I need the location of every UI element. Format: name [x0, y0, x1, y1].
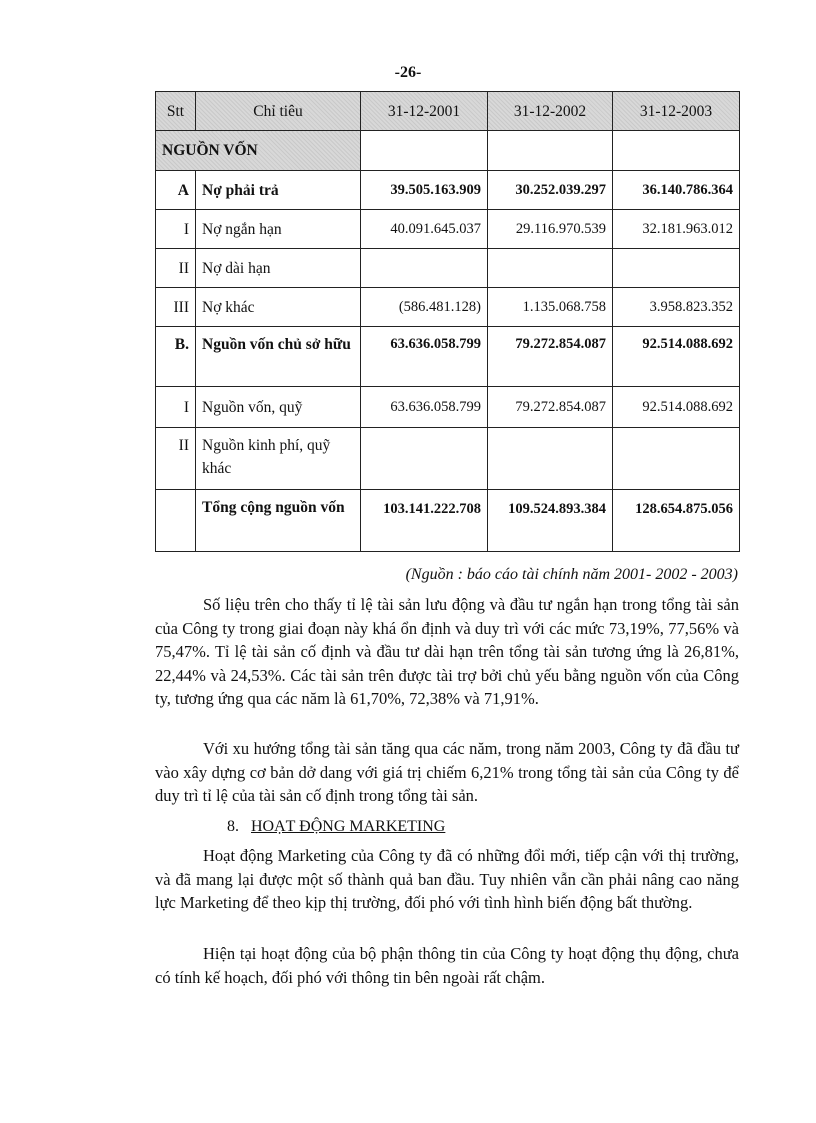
row-stt: B.	[156, 327, 196, 387]
row-value-2003	[613, 428, 740, 490]
row-stt: II	[156, 428, 196, 490]
paragraph-2: Với xu hướng tổng tài sản tăng qua các năm, trong năm 2003, Công ty đã đầu tư vào xây dựng cơ bản dở dang với giá trị chiếm 6,21% trong tổng tài sản của Công ty để duy trì tỉ lệ của tài sản cố định trong tổng tài sản.	[155, 739, 739, 806]
section-heading	[227, 818, 445, 836]
row-stt: A	[156, 171, 196, 210]
table-row	[156, 171, 740, 210]
table-row	[156, 327, 740, 387]
row-value-2003: 36.140.786.364	[613, 171, 740, 210]
row-name: Nợ phải trả	[196, 171, 361, 210]
row-value-2003: 92.514.088.692	[613, 327, 740, 387]
row-stt: III	[156, 288, 196, 327]
paragraph-3: Hoạt động Marketing của Công ty đã có những đổi mới, tiếp cận với thị trường, và đã mang lại được một số thành quả ban đầu. Tuy nhiên vẫn cần phải nâng cao năng lực Marketing để theo kịp thị trường, đối phó với tình hình biến động bất thường.	[155, 846, 739, 913]
table-row-total	[156, 490, 740, 552]
header-stt: Stt	[156, 92, 196, 131]
row-name: Nguồn vốn chủ sở hữu	[196, 327, 361, 387]
table-row	[156, 210, 740, 249]
row-value-2001: 40.091.645.037	[361, 210, 488, 249]
row-value-2001: 39.505.163.909	[361, 171, 488, 210]
row-value-2001	[361, 249, 488, 288]
row-stt: II	[156, 249, 196, 288]
row-value-2002: 1.135.068.758	[488, 288, 613, 327]
section-heading-text: HOẠT ĐỘNG MARKETING	[251, 818, 446, 835]
row-value-2003: 32.181.963.012	[613, 210, 740, 249]
table-row	[156, 428, 740, 490]
row-value-2002: 29.116.970.539	[488, 210, 613, 249]
row-value-2002	[488, 249, 613, 288]
row-stt	[156, 490, 196, 552]
row-name: Nguồn vốn, quỹ	[196, 387, 361, 428]
row-value-2002	[488, 428, 613, 490]
row-name: Nợ dài hạn	[196, 249, 361, 288]
table-row	[156, 288, 740, 327]
row-value-2003: 92.514.088.692	[613, 387, 740, 428]
table-row	[156, 387, 740, 428]
row-value-2003: 3.958.823.352	[613, 288, 740, 327]
row-value-2001: 63.636.058.799	[361, 327, 488, 387]
section-heading-number: 8.	[227, 818, 239, 835]
row-value-2001: 103.141.222.708	[361, 490, 488, 552]
page-number: -26-	[394, 64, 422, 81]
row-value-2001: (586.481.128)	[361, 288, 488, 327]
row-value-2001	[361, 428, 488, 490]
paragraph-4: Hiện tại hoạt động của bộ phận thông tin của Công ty hoạt động thụ động, chưa có tính kế hoạch, đối phó với thông tin bên ngoài rất chậm.	[155, 944, 739, 987]
section-title: NGUỒN VỐN	[156, 131, 361, 171]
header-2002: 31-12-2002	[488, 92, 613, 131]
section-row	[156, 131, 740, 171]
row-value-2002: 79.272.854.087	[488, 387, 613, 428]
table-header-row	[156, 92, 740, 131]
row-stt: I	[156, 210, 196, 249]
row-stt: I	[156, 387, 196, 428]
row-value-2002: 109.524.893.384	[488, 490, 613, 552]
row-name: Nguồn kinh phí, quỹ khác	[196, 428, 361, 490]
row-value-2002: 79.272.854.087	[488, 327, 613, 387]
capital-sources-table	[155, 91, 740, 552]
header-2001: 31-12-2001	[361, 92, 488, 131]
source-note: (Nguồn : báo cáo tài chính năm 2001- 2002 - 2003)	[405, 566, 738, 583]
header-indicator: Chỉ tiêu	[196, 92, 361, 131]
row-name: Tổng cộng nguồn vốn	[196, 490, 361, 552]
row-value-2003: 128.654.875.056	[613, 490, 740, 552]
row-value-2003	[613, 249, 740, 288]
header-2003: 31-12-2003	[613, 92, 740, 131]
paragraph-1: Số liệu trên cho thấy tỉ lệ tài sản lưu động và đầu tư ngắn hạn trong tổng tài sản của Công ty trong giai đoạn này khá ổn định và duy trì với các mức 73,19%, 77,56% và 75,47%. Tỉ lệ tài sản cố định và đầu tư dài hạn trên tổng tài sản tương ứng là 26,81%, 22,44% và 24,53%. Các tài sản trên được tài trợ bởi chủ yếu bằng nguồn vốn của Công ty, tương ứng qua các năm là 61,70%, 72,38% và 71,91%.	[155, 595, 739, 709]
table-row	[156, 249, 740, 288]
row-name: Nợ khác	[196, 288, 361, 327]
row-value-2002: 30.252.039.297	[488, 171, 613, 210]
row-value-2001: 63.636.058.799	[361, 387, 488, 428]
row-name: Nợ ngắn hạn	[196, 210, 361, 249]
